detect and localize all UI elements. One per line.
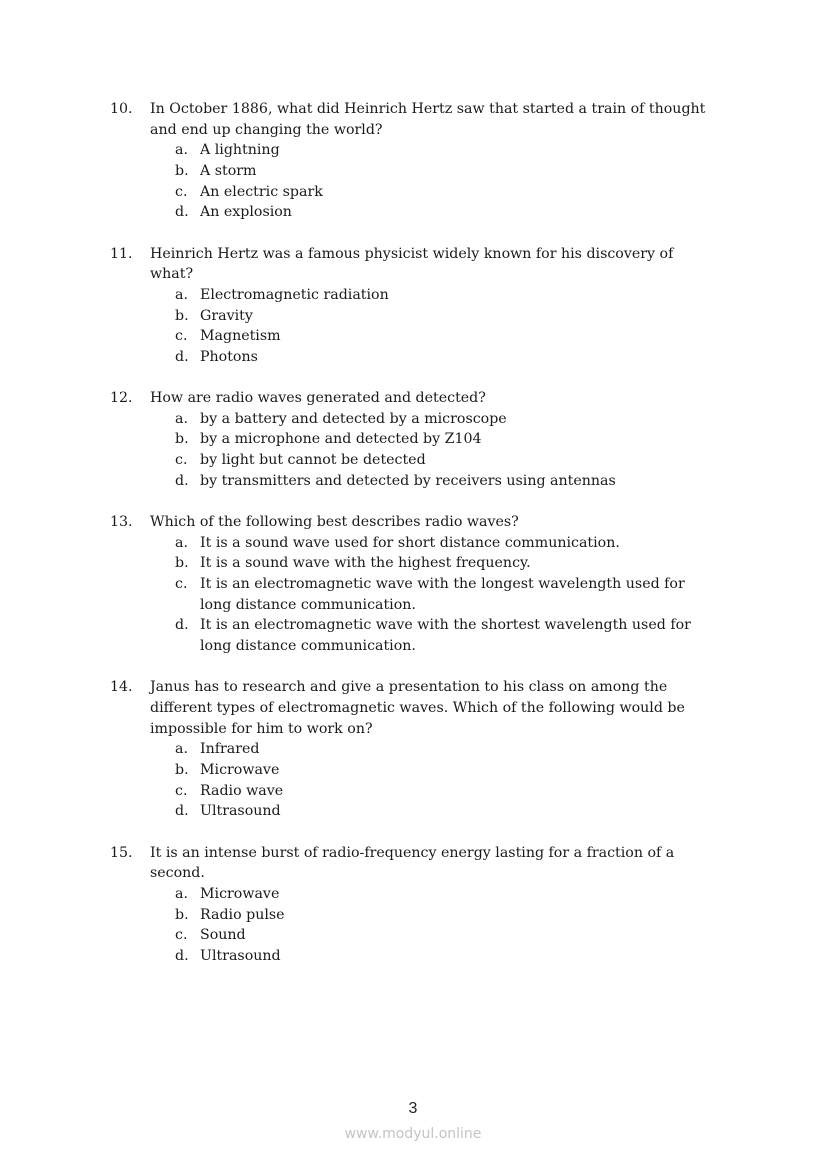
question-item	[110, 843, 750, 967]
question-text-line: In October 1886, what did Heinrich Hertz saw that started a train of thought	[150, 101, 706, 117]
option-text: by light but cannot be detected	[200, 452, 426, 469]
option-letter: b.	[175, 555, 189, 572]
option-letter: b.	[175, 162, 189, 179]
option-text: long distance communication.	[200, 596, 416, 613]
question-text	[150, 388, 750, 409]
option-letter: c.	[175, 183, 188, 200]
option-item	[175, 553, 750, 574]
option-item	[175, 760, 750, 781]
option-text: It is a sound wave with the highest frequency.	[200, 555, 531, 572]
option-item	[175, 306, 750, 327]
question-text-line: different types of electromagnetic waves. Which of the following would be	[150, 699, 685, 716]
option-letter: d.	[175, 947, 189, 964]
option-letter: a.	[175, 410, 188, 427]
option-letter: c.	[175, 927, 188, 944]
option-text: It is an electromagnetic wave with the shortest wavelength used for	[200, 617, 691, 634]
option-text: It is an electromagnetic wave with the longest wavelength used for	[200, 576, 685, 593]
option-list	[175, 533, 750, 657]
option-item	[175, 925, 750, 946]
question-item	[110, 512, 750, 657]
option-letter: d.	[175, 348, 189, 365]
option-item	[175, 884, 750, 905]
question-text-line: It is an intense burst of radio-frequency energy lasting for a fraction of a	[150, 844, 675, 861]
question-number: 15.	[110, 844, 133, 861]
option-item	[175, 161, 750, 182]
option-letter: a.	[175, 286, 188, 303]
option-text: by transmitters and detected by receivers using antennas	[200, 472, 616, 489]
question-text	[150, 843, 750, 884]
question-text-line: impossible for him to work on?	[150, 720, 373, 737]
option-item	[175, 471, 750, 492]
option-letter: b.	[175, 761, 189, 778]
option-item	[175, 781, 750, 802]
option-text: An explosion	[200, 204, 292, 221]
question-text-line: what?	[150, 266, 194, 283]
option-text: Gravity	[200, 307, 253, 324]
option-text: Electromagnetic radiation	[200, 286, 389, 303]
watermark: www.modyul.online	[344, 1126, 482, 1142]
option-item	[175, 409, 750, 430]
question-item	[110, 244, 750, 368]
question-text-line: How are radio waves generated and detected?	[150, 390, 486, 407]
option-letter: b.	[175, 431, 189, 448]
question-text	[150, 244, 750, 285]
option-item	[175, 739, 750, 760]
option-letter: c.	[175, 328, 188, 345]
option-letter: c.	[175, 782, 188, 799]
option-letter: c.	[175, 576, 188, 593]
option-text: Ultrasound	[200, 947, 281, 964]
question-number: 11.	[110, 245, 133, 262]
option-item	[175, 347, 750, 368]
option-text: A storm	[200, 162, 257, 179]
option-text: Photons	[200, 348, 258, 365]
option-letter: d.	[175, 803, 189, 820]
question-text-line: Which of the following best describes radio waves?	[150, 514, 519, 531]
option-item	[175, 140, 750, 161]
option-item	[175, 326, 750, 347]
question-text	[150, 99, 750, 140]
option-list	[175, 285, 750, 368]
option-letter: c.	[175, 452, 188, 469]
option-text: Magnetism	[200, 328, 281, 345]
question-item	[110, 99, 750, 223]
question-number: 13.	[110, 514, 133, 531]
question-text-line: second.	[150, 865, 205, 882]
option-letter: a.	[175, 534, 188, 551]
option-item	[175, 285, 750, 306]
option-letter: d.	[175, 617, 189, 634]
option-item	[175, 905, 750, 926]
option-text: long distance communication.	[200, 638, 416, 655]
option-text: It is a sound wave used for short distance communication.	[200, 534, 620, 551]
option-text: Microwave	[200, 761, 280, 778]
option-letter: a.	[175, 885, 188, 902]
option-letter: d.	[175, 204, 189, 221]
option-text: A lightning	[200, 142, 280, 159]
option-text: An electric spark	[200, 183, 323, 200]
option-text: Infrared	[200, 741, 260, 758]
option-list	[175, 884, 750, 967]
question-text	[150, 512, 750, 533]
option-item	[175, 202, 750, 223]
option-letter: a.	[175, 741, 188, 758]
option-text: Ultrasound	[200, 803, 281, 820]
option-text: Microwave	[200, 885, 280, 902]
option-letter: b.	[175, 906, 189, 923]
question-number: 12.	[110, 390, 133, 407]
question-item	[110, 677, 750, 822]
question-text	[150, 677, 750, 739]
option-item	[175, 533, 750, 554]
option-list	[175, 140, 750, 223]
option-item	[175, 801, 750, 822]
option-text: by a battery and detected by a microscope	[200, 410, 507, 427]
option-text: Radio pulse	[200, 906, 285, 923]
question-list	[110, 99, 750, 987]
option-item	[175, 615, 750, 656]
option-list	[175, 739, 750, 822]
option-item	[175, 182, 750, 203]
option-item	[175, 450, 750, 471]
question-item	[110, 388, 750, 491]
option-text: Radio wave	[200, 782, 284, 799]
question-number: 14.	[110, 679, 133, 696]
question-text-line: Heinrich Hertz was a famous physicist widely known for his discovery of	[150, 245, 674, 262]
option-text: Sound	[200, 927, 246, 944]
option-text: by a microphone and detected by Z104	[200, 431, 482, 448]
option-list	[175, 409, 750, 492]
question-text-line: Janus has to research and give a presentation to his class on among the	[150, 679, 668, 696]
option-letter: d.	[175, 472, 189, 489]
option-item	[175, 574, 750, 615]
option-letter: a.	[175, 142, 188, 159]
option-item	[175, 429, 750, 450]
question-number: 10.	[110, 101, 133, 117]
page-number: 3	[408, 1100, 418, 1117]
option-letter: b.	[175, 307, 189, 324]
option-item	[175, 946, 750, 967]
question-text-line: and end up changing the world?	[150, 121, 383, 138]
